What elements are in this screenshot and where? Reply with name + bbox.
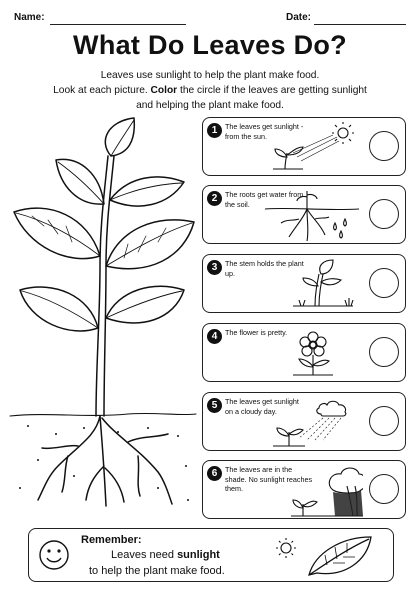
plant-roots bbox=[38, 416, 100, 500]
remember-line-2: to help the plant make food. bbox=[89, 565, 225, 577]
instructions-line-2 bbox=[40, 83, 380, 98]
name-label: Name: bbox=[14, 12, 45, 23]
remember-box bbox=[28, 528, 394, 582]
question-text: The leaves are in the shade. No sunlight reaches them. bbox=[225, 465, 313, 493]
question-card-4 bbox=[202, 323, 406, 382]
flower-picture bbox=[263, 327, 363, 379]
water-drop-icon bbox=[334, 219, 347, 238]
top-leaf bbox=[105, 118, 134, 156]
instructions-line-1: Leaves use sunlight to help the plant make food. bbox=[100, 70, 320, 81]
instructions-line-2-post: the circle if the leaves are getting sunlight bbox=[177, 85, 367, 96]
question-card-2 bbox=[202, 185, 406, 244]
date-label: Date: bbox=[286, 12, 312, 23]
remember-title: Remember: bbox=[81, 534, 142, 546]
instructions bbox=[40, 68, 380, 113]
instructions-line-2-pre: Look at each picture. bbox=[53, 85, 151, 96]
question-card-1 bbox=[202, 117, 406, 176]
answer-circle-1[interactable] bbox=[369, 131, 399, 161]
cloudy-day-picture bbox=[263, 396, 363, 450]
question-number: 6 bbox=[207, 466, 222, 481]
sprout-sun-picture bbox=[263, 121, 363, 173]
flower-icon bbox=[293, 332, 333, 375]
question-number: 4 bbox=[207, 329, 222, 344]
question-card-6 bbox=[202, 460, 406, 519]
date-field[interactable] bbox=[314, 12, 406, 25]
question-number: 1 bbox=[207, 123, 222, 138]
question-text: The stem holds the plant up. bbox=[225, 259, 304, 278]
stem-picture bbox=[263, 258, 363, 310]
question-text: The leaves get sunlight - from the sun. bbox=[225, 122, 304, 141]
leaf-icon bbox=[305, 533, 375, 579]
roots-water-picture bbox=[263, 189, 363, 243]
instructions-line-2-bold: Color bbox=[150, 85, 178, 96]
plant-illustration bbox=[8, 116, 198, 516]
answer-circle-2[interactable] bbox=[369, 199, 399, 229]
answer-circle-5[interactable] bbox=[369, 406, 399, 436]
question-card-5 bbox=[202, 392, 406, 451]
sun-icon bbox=[273, 535, 299, 561]
remember-line-1 bbox=[111, 549, 220, 561]
page-title: What Do Leaves Do? bbox=[73, 30, 347, 60]
question-text: The roots get water from the soil. bbox=[225, 190, 304, 209]
question-card-3 bbox=[202, 254, 406, 313]
answer-circle-3[interactable] bbox=[369, 268, 399, 298]
question-number: 5 bbox=[207, 398, 222, 413]
sun-icon bbox=[338, 128, 348, 138]
cloud-icon bbox=[317, 401, 346, 416]
remember-line-1-bold: sunlight bbox=[177, 549, 220, 561]
answer-circle-6[interactable] bbox=[369, 474, 399, 504]
smiley-icon bbox=[37, 538, 71, 572]
name-field[interactable] bbox=[50, 12, 186, 25]
remember-line-1-pre: Leaves need bbox=[111, 549, 178, 561]
question-text: The leaves get sunlight on a cloudy day. bbox=[225, 397, 299, 416]
question-number: 3 bbox=[207, 260, 222, 275]
shade-picture bbox=[263, 464, 363, 518]
question-text: The flower is pretty. bbox=[225, 328, 288, 337]
answer-circle-4[interactable] bbox=[369, 337, 399, 367]
question-number: 2 bbox=[207, 191, 222, 206]
instructions-line-3: and helping the plant make food. bbox=[136, 100, 284, 111]
